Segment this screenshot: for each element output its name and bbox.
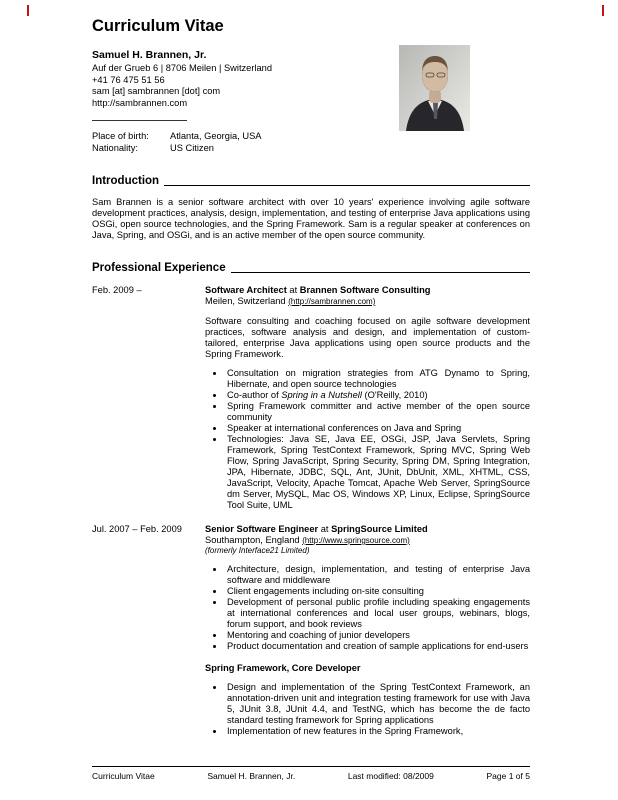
job-title-line xyxy=(205,285,530,296)
website-link[interactable]: http://sambrannen.com xyxy=(92,97,188,108)
job-entry xyxy=(92,285,530,511)
birth-label: Place of birth: xyxy=(92,131,149,141)
nationality-value: US Citizen xyxy=(170,143,214,153)
phone-line: +41 76 475 51 56 xyxy=(92,74,165,85)
bullet-text-pre: Co-author of xyxy=(227,390,279,400)
job-description: Software consulting and coaching focused on agile software development practices, software analysis and design, and implementation of custom-tailored, enterprise Java applications using open source products and the Spring Framework. xyxy=(205,316,530,359)
crop-mark-right xyxy=(602,5,604,16)
company-former-name: (formerly Interface21 Limited) xyxy=(205,546,310,555)
nationality-row xyxy=(92,142,530,154)
company-link[interactable]: (http://www.springsource.com) xyxy=(302,536,410,545)
contact-divider-rule xyxy=(92,120,187,121)
footer-name: Samuel H. Brannen, Jr. xyxy=(207,771,296,781)
job-title-line xyxy=(205,524,530,535)
job-date: Jul. 2007 – Feb. 2009 xyxy=(92,524,182,534)
page-footer xyxy=(92,766,530,781)
job-location: Meilen, Switzerland xyxy=(205,296,286,306)
bullet-item: • Mentoring and coaching of junior developers xyxy=(225,630,530,641)
bullet-item: • Client engagements including on-site consulting xyxy=(225,586,530,597)
document-title: Curriculum Vitae xyxy=(92,17,224,35)
job-company: Brannen Software Consulting xyxy=(299,285,431,295)
heading-rule xyxy=(164,185,530,186)
nationality-label: Nationality: xyxy=(92,143,138,153)
job-location-line xyxy=(205,296,530,307)
bullet-item: • Spring Framework committer and active member of the open source community xyxy=(225,401,530,423)
address-line: Auf der Grueb 6 | 8706 Meilen | Switzerland xyxy=(92,63,273,73)
bullet-item: • Product documentation and creation of sample applications for end-users xyxy=(225,641,530,652)
person-name: Samuel H. Brannen, Jr. xyxy=(92,49,207,61)
job-entry xyxy=(92,524,530,737)
job-company: SpringSource Limited xyxy=(331,524,428,534)
job-location: Southampton, England xyxy=(205,535,300,545)
bullet-item: • Consultation on migration strategies from ATG Dynamo to Spring, Hibernate, and open source technologies xyxy=(225,368,530,390)
heading-rule xyxy=(231,272,530,273)
email-line: sam [at] sambrannen [dot] com xyxy=(92,86,221,96)
job-body xyxy=(205,285,530,511)
job-bullets xyxy=(205,564,530,652)
footer-page-number: Page 1 of 5 xyxy=(486,771,530,781)
birth-row xyxy=(92,130,530,142)
book-title: Spring in a Nutshell xyxy=(281,390,362,400)
subsection-bullets xyxy=(205,682,530,737)
experience-heading-text: Professional Experience xyxy=(92,262,226,274)
introduction-text: Sam Brannen is a senior software architect with over 10 years' experience involving agile software development practices, analysis, design, implementation, and testing of enterprise Java applications using OSGi, open source technologies, and the Spring Framework. Sam is a regular speaker at conferences on Java, Spring, and OSGi, and is an active member of the open source community. xyxy=(92,197,530,240)
job-bullets xyxy=(205,368,530,511)
bullet-item: • Technologies: Java SE, Java EE, OSGi, JSP, Java Servlets, Spring Framework, Spring TestContext Framework, Spring MVC, Spring Web Flow, Spring JavaScript, Spring Security, Spring DM, Spring Integration, JPA, Hibernate, JDBC, SQL, Ant, JUnit, DbUnit, XML, XHTML, CSS, JavaScript, Velocity, Apache Tomcat, Apache Web Server, SpringSource dm Server, MySQL, Mac OS, Windows XP, Linux, Eclipse, SpringSource Tool Suite, UML xyxy=(225,434,530,511)
footer-doc-title: Curriculum Vitae xyxy=(92,771,155,781)
job-body xyxy=(205,524,530,737)
bullet-item: • Speaker at international conferences on Java and Spring xyxy=(225,423,530,434)
introduction-heading-text: Introduction xyxy=(92,175,160,187)
job-subsection-title: Spring Framework, Core Developer xyxy=(205,663,361,673)
job-location-line xyxy=(205,535,530,546)
company-link[interactable]: (http://sambrannen.com) xyxy=(288,297,376,306)
job-connector: at xyxy=(320,524,329,534)
crop-mark-left xyxy=(27,5,29,16)
job-role: Senior Software Engineer xyxy=(205,524,319,534)
page-content xyxy=(92,17,530,737)
footer-last-modified: Last modified: 08/2009 xyxy=(347,771,434,781)
bullet-item: • Design and implementation of the Spring TestContext Framework, an annotation-driven unit and integration testing framework for use with Java 5, JUnit 3.8, JUnit 4.4, and TestNG, which has become the de facto standard testing framework for Spring applications xyxy=(225,682,530,726)
bullet-item: • Development of personal public profile including speaking engagements at international conferences and local user groups, webinars, blogs, forum support, and book reviews xyxy=(225,597,530,630)
job-role: Software Architect xyxy=(205,285,287,295)
birth-value: Atlanta, Georgia, USA xyxy=(170,131,262,141)
bullet-item: • Architecture, design, implementation, and testing of enterprise Java software and middleware xyxy=(225,564,530,586)
section-heading-introduction xyxy=(92,174,530,188)
bullet-item: • Implementation of new features in the Spring Framework, xyxy=(225,726,530,737)
job-date: Feb. 2009 – xyxy=(92,285,142,295)
job-connector: at xyxy=(289,285,298,295)
section-heading-experience xyxy=(92,261,530,275)
bullet-item xyxy=(225,390,530,401)
bullet-text-post: (O'Reilly, 2010) xyxy=(364,390,428,400)
